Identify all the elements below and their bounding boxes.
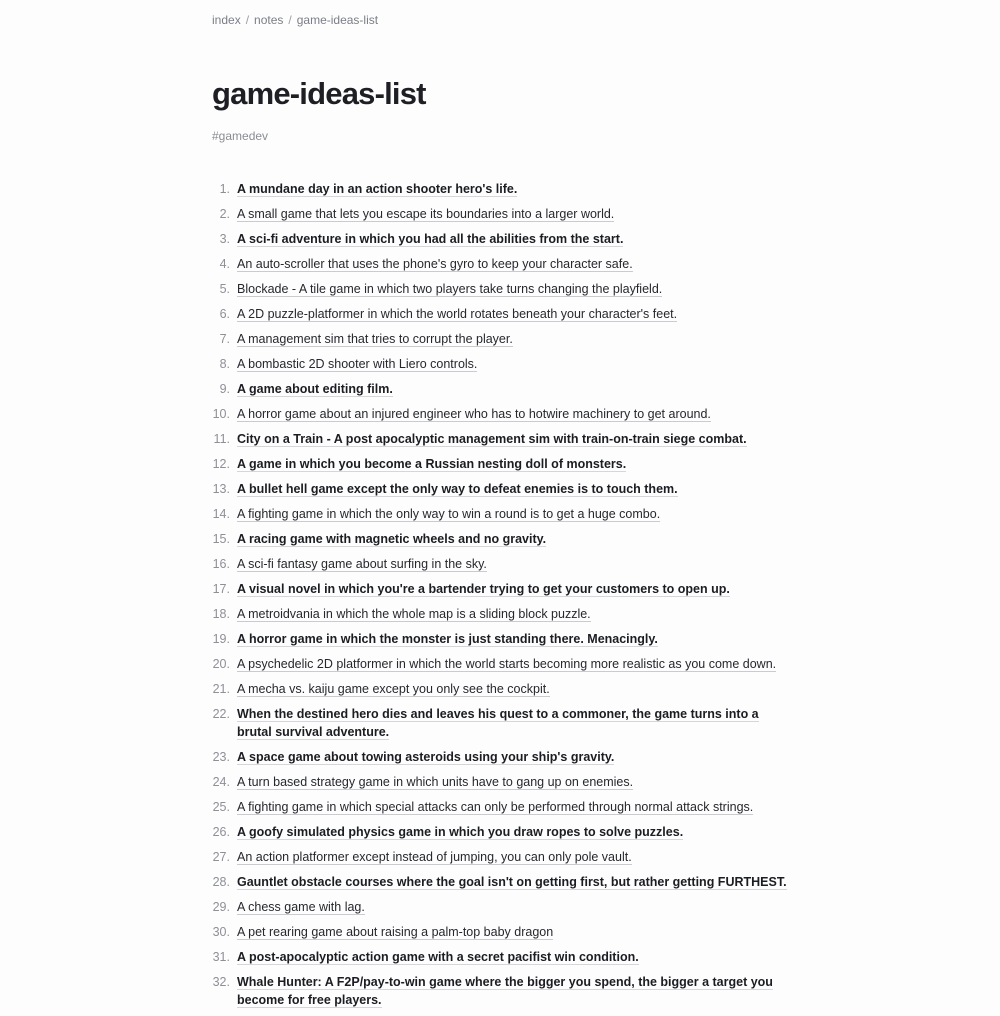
list-item-number: 22. [212,707,230,721]
list-item [212,380,792,398]
list-item-number: 5. [219,282,230,296]
list-item [212,505,792,523]
list-item [212,555,792,573]
list-item [212,798,792,816]
idea-link[interactable]: City on a Train - A post apocalyptic management sim with train-on-train siege combat. [237,432,747,446]
idea-link[interactable]: A chess game with lag. [237,900,365,914]
list-item [212,948,792,966]
list-item [212,280,792,298]
list-item-number: 10. [212,407,230,421]
list-item-number: 17. [212,582,230,596]
idea-link[interactable]: A post-apocalyptic action game with a secret pacifist win condition. [237,950,639,964]
idea-link[interactable]: A fighting game in which special attacks can only be performed through normal attack strings. [237,800,754,814]
list-item-number: 30. [212,925,230,939]
breadcrumb-separator: / [245,13,250,27]
list-item [212,330,792,348]
tag-link-gamedev[interactable]: #gamedev [212,129,269,143]
list-item-number: 3. [219,232,230,246]
list-item-number: 29. [212,900,230,914]
list-item [212,430,792,448]
list-item-number: 15. [212,532,230,546]
list-item [212,480,792,498]
list-item-number: 32. [212,975,230,989]
idea-link[interactable]: A management sim that tries to corrupt the player. [237,332,513,346]
list-item [212,455,792,473]
idea-link[interactable]: A sci-fi adventure in which you had all the abilities from the start. [237,232,624,246]
idea-link[interactable]: Blockade - A tile game in which two players take turns changing the playfield. [237,282,663,296]
list-item-number: 23. [212,750,230,764]
list-item-number: 28. [212,875,230,889]
list-item-number: 1. [219,182,230,196]
idea-link[interactable]: A bombastic 2D shooter with Liero controls. [237,357,478,371]
list-item [212,873,792,891]
idea-link[interactable]: A 2D puzzle-platformer in which the world rotates beneath your character's feet. [237,307,678,321]
list-item [212,530,792,548]
list-item [212,705,792,741]
idea-link[interactable]: A mecha vs. kaiju game except you only see the cockpit. [237,682,550,696]
idea-link[interactable]: Gauntlet obstacle courses where the goal isn't on getting first, but rather getting FURTHEST. [237,875,787,889]
list-item-number: 14. [212,507,230,521]
list-item-number: 4. [219,257,230,271]
idea-link[interactable]: A bullet hell game except the only way to defeat enemies is to touch them. [237,482,678,496]
list-item [212,773,792,791]
list-item [212,655,792,673]
idea-link[interactable]: A metroidvania in which the whole map is a sliding block puzzle. [237,607,591,621]
list-item-number: 25. [212,800,230,814]
idea-link[interactable]: A sci-fi fantasy game about surfing in the sky. [237,557,487,571]
list-item-number: 2. [219,207,230,221]
list-item-number: 27. [212,850,230,864]
list-item [212,680,792,698]
list-item-number: 19. [212,632,230,646]
idea-link[interactable]: A game in which you become a Russian nesting doll of monsters. [237,457,627,471]
list-item-number: 9. [219,382,230,396]
breadcrumb-link-index[interactable]: index [212,13,241,27]
idea-link[interactable]: A game about editing film. [237,382,393,396]
list-item [212,923,792,941]
list-item-number: 21. [212,682,230,696]
breadcrumb-link-notes[interactable]: notes [254,13,284,27]
list-item [212,180,792,198]
list-item [212,823,792,841]
list-item [212,848,792,866]
list-item [212,305,792,323]
list-item-number: 6. [219,307,230,321]
idea-link[interactable]: A horror game in which the monster is just standing there. Menacingly. [237,632,658,646]
idea-link[interactable]: A goofy simulated physics game in which you draw ropes to solve puzzles. [237,825,684,839]
breadcrumb-separator: / [288,13,292,27]
idea-link[interactable]: A pet rearing game about raising a palm-top baby dragon [237,925,554,939]
list-item-number: 16. [212,557,230,571]
list-item-number: 7. [219,332,230,346]
list-item [212,973,792,1009]
idea-link[interactable]: Whale Hunter: A F2P/pay-to-win game where the bigger you spend, the bigger a target you become for free players. [237,975,773,1007]
idea-link[interactable]: A visual novel in which you're a bartender trying to get your customers to open up. [237,582,730,596]
list-item [212,405,792,423]
list-item [212,355,792,373]
idea-link[interactable]: A racing game with magnetic wheels and no gravity. [237,532,547,546]
breadcrumb-link-current[interactable]: game-ideas-list [296,13,379,27]
idea-link[interactable]: A small game that lets you escape its boundaries into a larger world. [237,207,615,221]
list-item-number: 11. [213,432,230,446]
list-item-number: 26. [212,825,230,839]
list-item-number: 20. [212,657,230,671]
idea-link[interactable]: A fighting game in which the only way to win a round is to get a huge combo. [237,507,661,521]
game-ideas-list [212,180,792,1016]
list-item [212,605,792,623]
idea-link[interactable]: An action platformer except instead of jumping, you can only pole vault. [237,850,632,864]
list-item [212,230,792,248]
page-title: game-ideas-list [212,76,426,111]
idea-link[interactable]: A psychedelic 2D platformer in which the world starts becoming more realistic as you come down. [237,657,777,671]
list-item-number: 24. [212,775,230,789]
list-item [212,630,792,648]
idea-link[interactable]: A turn based strategy game in which units have to gang up on enemies. [237,775,634,789]
list-item-number: 12. [212,457,230,471]
idea-link[interactable]: When the destined hero dies and leaves his quest to a commoner, the game turns into a brutal survival adventure. [237,707,759,739]
list-item-number: 13. [212,482,230,496]
list-item [212,255,792,273]
list-item-number: 31. [212,950,230,964]
idea-link[interactable]: A space game about towing asteroids using your ship's gravity. [237,750,615,764]
idea-link[interactable]: An auto-scroller that uses the phone's gyro to keep your character safe. [237,257,633,271]
list-item-number: 18. [212,607,230,621]
idea-link[interactable]: A mundane day in an action shooter hero's life. [237,182,518,196]
idea-link[interactable]: A horror game about an injured engineer who has to hotwire machinery to get around. [237,407,711,421]
list-item [212,748,792,766]
list-item [212,898,792,916]
breadcrumb [212,12,378,28]
list-item [212,580,792,598]
list-item [212,205,792,223]
list-item-number: 8. [219,357,230,371]
